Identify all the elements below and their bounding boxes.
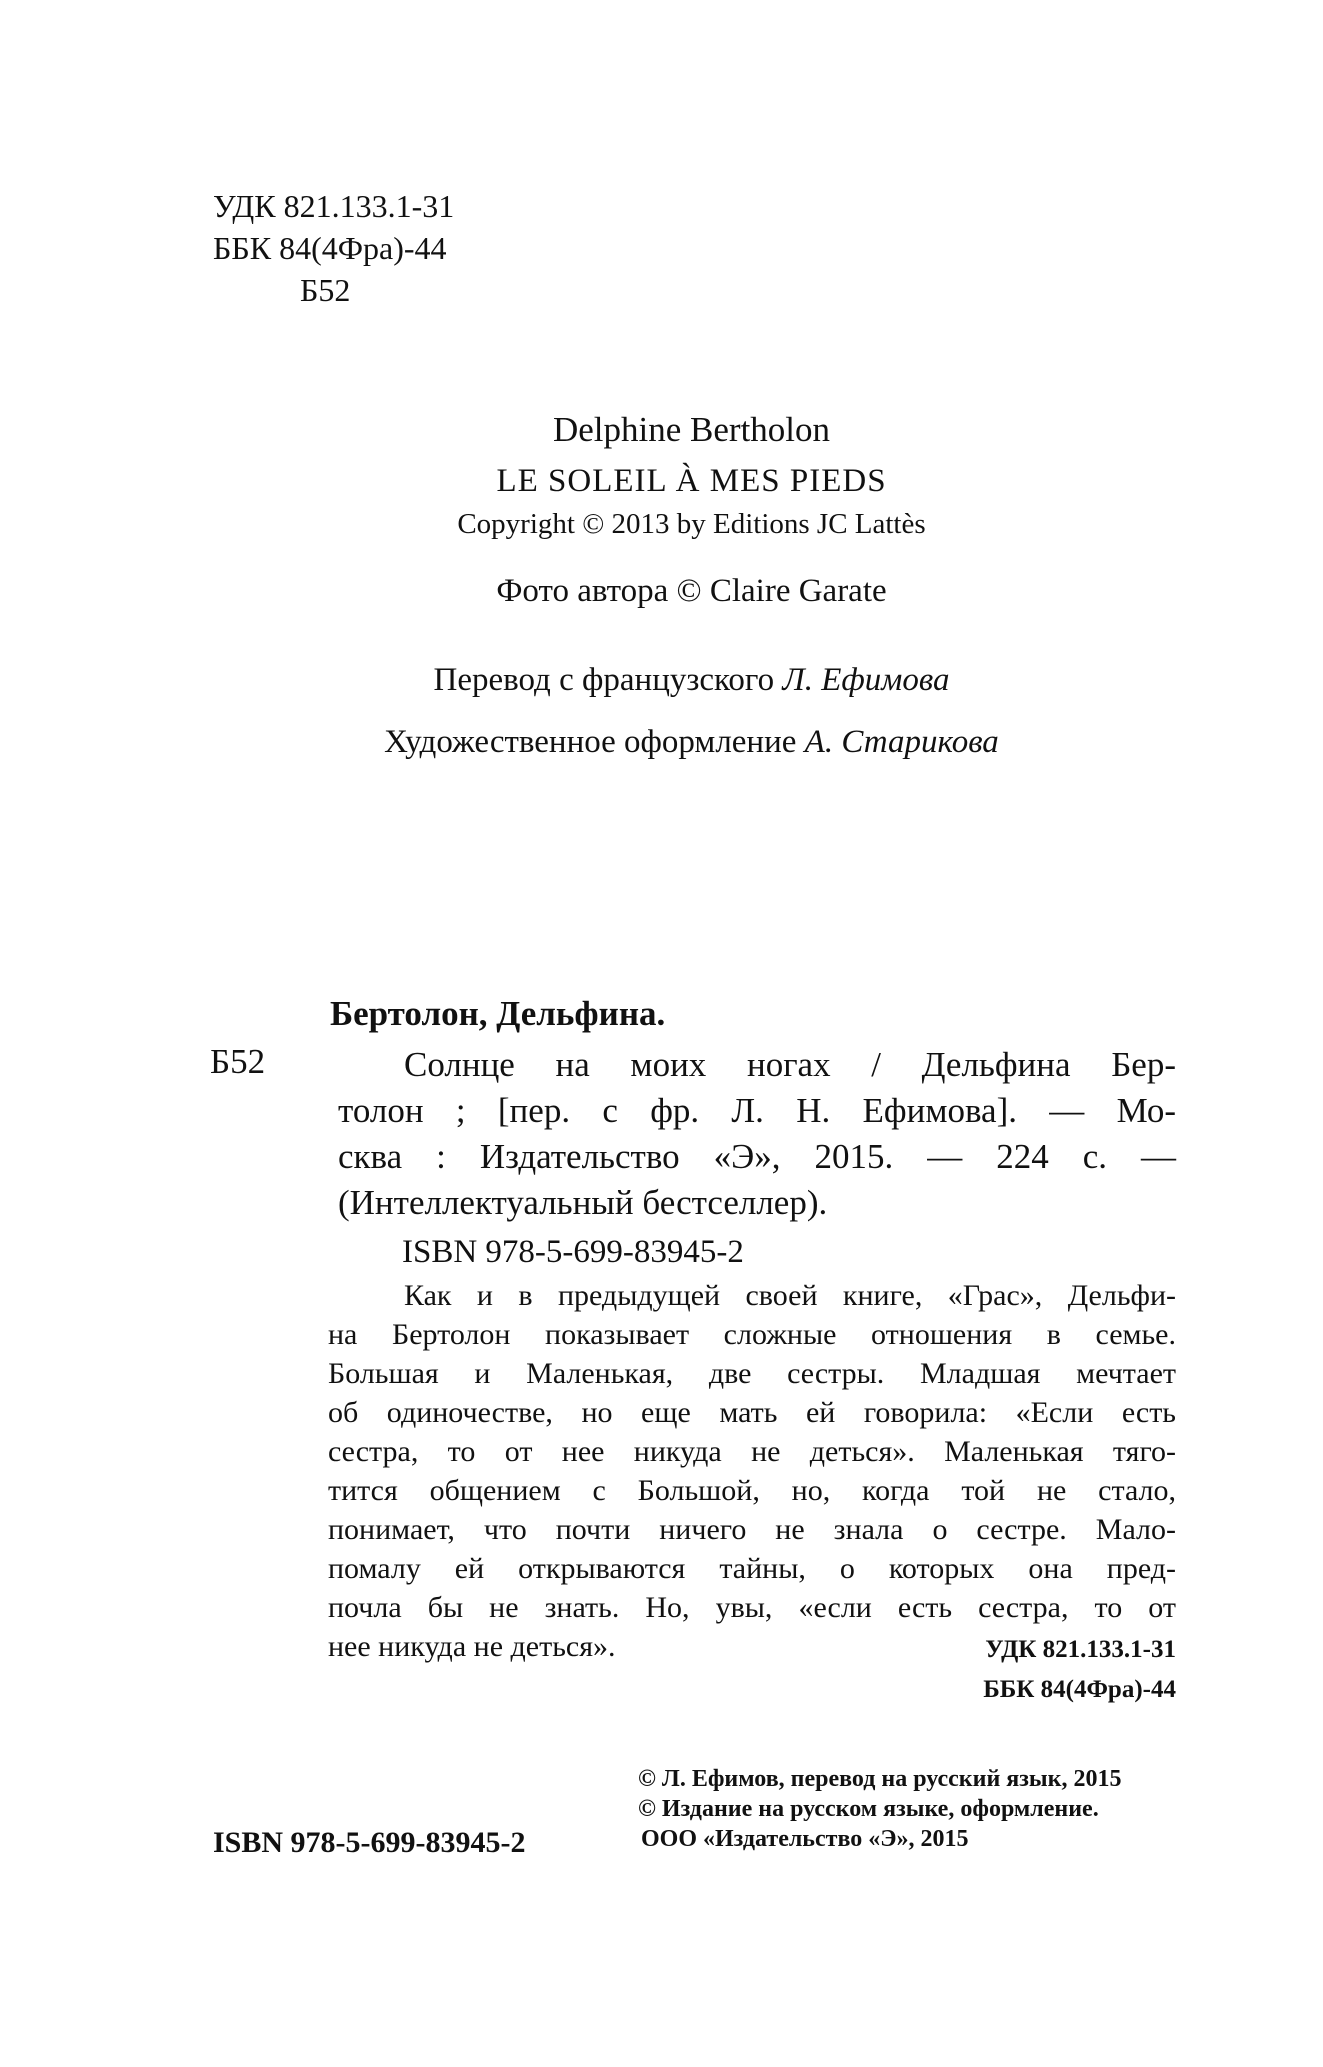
bottom-classification-codes (800, 1630, 1176, 1710)
annotation (328, 1276, 1176, 1666)
translator-name: Л. Ефимова (782, 662, 950, 698)
bib-line: сква : Издательство «Э», 2015. — 224 с. — (338, 1137, 1176, 1176)
annotation-line: Большая и Маленькая, две сестры. Младшая мечтает (328, 1357, 1176, 1390)
bottom-udk-code: УДК 821.133.1-31 (985, 1636, 1176, 1663)
bib-description (338, 1042, 1176, 1226)
translation-label: Перевод с французского (433, 662, 775, 698)
bottom-isbn: ISBN 978-5-699-83945-2 (213, 1826, 526, 1859)
photo-credit: Фото автора © Claire Garate (496, 573, 887, 609)
bib-line: Солнце на моих ногах / Дельфина Бер- (404, 1045, 1176, 1084)
annotation-line: об одиночестве, но еще мать ей говорила: «Если есть (328, 1396, 1176, 1429)
top-udk-code: УДК 821.133.1-31 (213, 188, 455, 224)
design-label: Художественное оформление (384, 724, 797, 760)
designer-name: А. Старикова (804, 724, 999, 760)
original-author: Delphine Bertholon (552, 410, 831, 449)
annotation-line: тится общением с Большой, но, когда той не стало, (328, 1474, 1176, 1507)
design-credit (30, 724, 1323, 761)
annotation-line: помалу ей открываются тайны, о которых она пред- (328, 1552, 1176, 1585)
copyright-notices (638, 1764, 1121, 1854)
bottom-bbk-code: ББК 84(4Фра)-44 (983, 1676, 1176, 1703)
annotation-line: нее никуда не деться». (328, 1630, 616, 1663)
annotation-line: на Бертолон показывает сложные отношения в семье. (328, 1318, 1176, 1351)
publisher-copyright: ООО «Издательство «Э», 2015 (641, 1826, 969, 1852)
bib-line: толон ; [пер. с фр. Л. Н. Ефимова]. — Мо- (338, 1091, 1176, 1130)
bib-line: (Интеллектуальный бестселлер). (338, 1183, 828, 1222)
annotation-line: сестра, то от нее никуда не деться». Маленькая тяго- (328, 1435, 1176, 1468)
translation-credit (30, 662, 1323, 699)
bib-heading: Бертолон, Дельфина. (330, 994, 666, 1033)
annotation-line: почла бы не знать. Но, увы, «если есть сестра, то от (328, 1591, 1176, 1624)
translation-copyright: © Л. Ефимов, перевод на русский язык, 2015 (638, 1766, 1122, 1792)
original-copyright: Copyright © 2013 by Editions JC Lattès (457, 508, 926, 540)
bib-code: Б52 (210, 1042, 266, 1081)
original-title: LE SOLEIL À MES PIEDS (496, 463, 887, 499)
top-classification-codes (213, 185, 454, 311)
top-bbk-code: ББК 84(4Фра)-44 (213, 230, 447, 266)
top-author-mark: Б52 (300, 272, 351, 308)
edition-copyright: © Издание на русском языке, оформление. (638, 1796, 1099, 1822)
annotation-line: понимает, что почти ничего не знала о сестре. Мало- (328, 1513, 1176, 1546)
annotation-line: Как и в предыдущей своей книге, «Грас», Дельфи- (404, 1279, 1176, 1312)
bib-isbn: ISBN 978-5-699-83945-2 (402, 1234, 744, 1270)
